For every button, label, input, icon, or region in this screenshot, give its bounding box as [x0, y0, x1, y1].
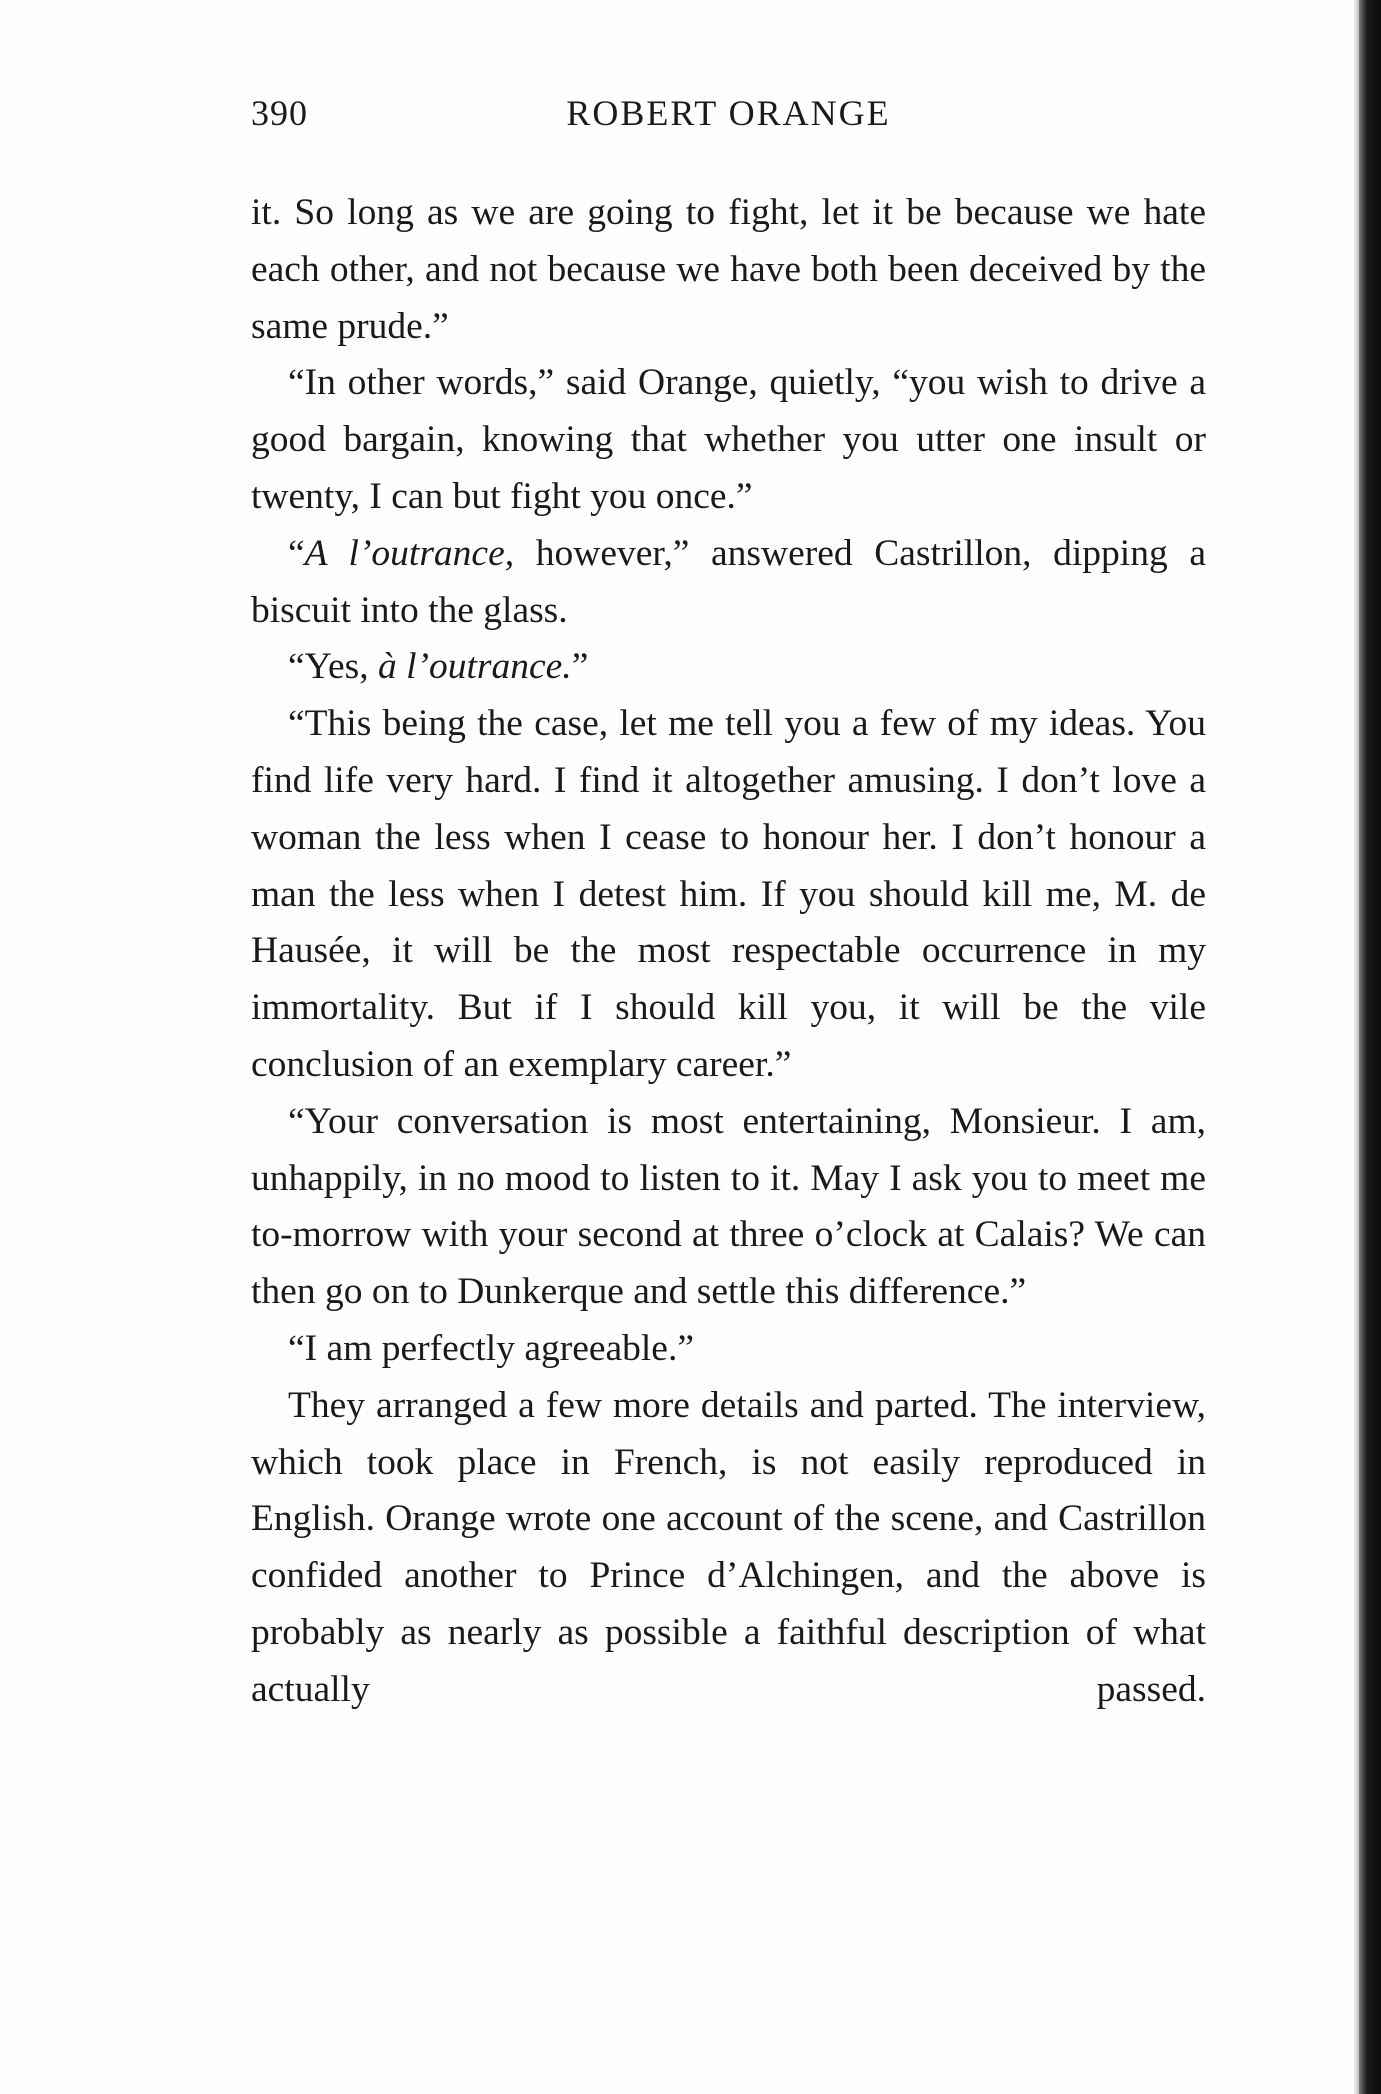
text-segment: “This being the case, let me tell you a few of my ideas. You find life very hard. I find it altogether amusing. I don’t love a woman the less when I cease to honour her. I don’t honour a man the less when I detest him. If you should kill me, M. de Hausée, it will be the most respectable occurrence in my immortality. But if I should kill you, it will be the vile conclusion of an exemplary career.”	[251, 703, 1206, 1085]
text-segment: “I am perfectly agreeable.”	[288, 1327, 694, 1369]
binding-edge	[1359, 0, 1381, 2094]
italic-phrase: A l’outrance,	[304, 532, 515, 574]
body-text	[251, 185, 1206, 1719]
running-head	[251, 92, 1206, 142]
paragraph	[251, 696, 1206, 1094]
paragraph	[251, 355, 1206, 525]
page-number: 390	[251, 93, 308, 133]
text-segment: They arranged a few more details and parted. The interview, which took place in French, is not easily reproduced in English. Orange wrote one account of the scene, and Castrillon confided another to Prince d’Alchingen, and the above is probably as nearly as possible a faithful description of what actually passed.	[251, 1384, 1206, 1710]
text-segment: “Your conversation is most entertaining, Monsieur. I am, unhappily, in no mood to listen to it. May I ask you to meet me to-morrow with your second at three o’clock at Calais? We can then go on to Dunkerque and settle this difference.”	[251, 1100, 1206, 1313]
paragraph	[251, 526, 1206, 640]
paragraph	[251, 1378, 1206, 1719]
text-segment: however,” answered Castrillon, dipping a biscuit into the glass.	[251, 532, 1207, 631]
paragraph	[251, 1094, 1206, 1321]
running-title: ROBERT ORANGE	[566, 93, 891, 133]
text-segment: it. So long as we are going to fight, let it be because we hate each other, and not because we have both been deceived by the same prude.”	[251, 192, 1206, 347]
italic-phrase: à l’outrance.	[377, 646, 572, 688]
paragraph	[251, 1321, 1206, 1378]
text-segment: “Yes,	[288, 646, 378, 688]
text-segment: “In other words,” said Orange, quietly, “you wish to drive a good bargain, knowing that whether you utter one insult or twenty, I can but fight you once.”	[251, 362, 1206, 517]
paragraph	[251, 639, 1206, 696]
paragraph	[251, 185, 1206, 355]
text-segment: ”	[571, 646, 589, 688]
text-segment: “	[288, 532, 305, 574]
